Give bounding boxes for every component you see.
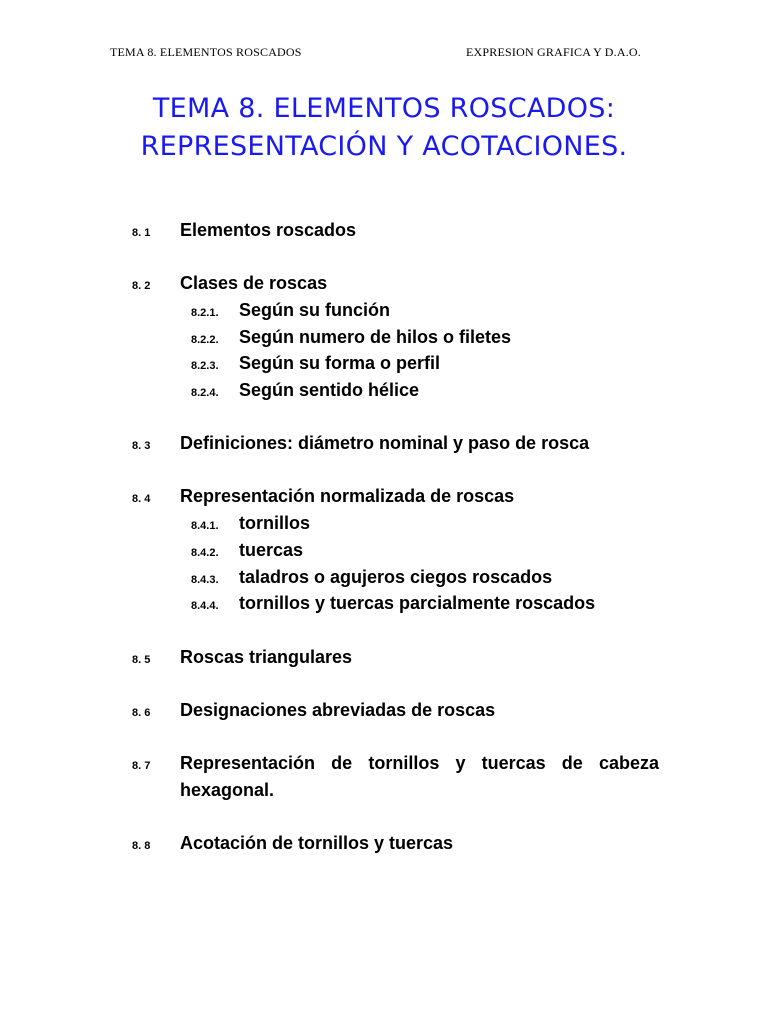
section-number: 8. 7	[132, 760, 151, 772]
subsection-label: taladros o agujeros ciegos roscados	[239, 567, 553, 587]
section-number: 8. 2	[132, 280, 151, 292]
section-number: 8. 6	[132, 707, 151, 719]
page-title	[0, 90, 768, 166]
subsection-number: 8.2.3.	[191, 360, 219, 372]
subsection-number: 8.2.4.	[191, 387, 219, 399]
section-label: Designaciones abreviadas de roscas	[180, 700, 496, 720]
title-line-2: REPRESENTACIÓN Y ACOTACIONES.	[140, 131, 628, 162]
subsection-number: 8.4.2.	[191, 547, 219, 559]
subsection-number: 8.4.4.	[191, 600, 219, 612]
subsection-number: 8.2.1.	[191, 307, 219, 319]
subsection-label: Según sentido hélice	[239, 380, 420, 400]
running-header-right: EXPRESION GRAFICA Y D.A.O.	[466, 45, 641, 59]
title-line-1: TEMA 8. ELEMENTOS ROSCADOS:	[152, 93, 616, 124]
section-label: Acotación de tornillos y tuercas	[180, 833, 454, 853]
section-label: Clases de roscas	[180, 273, 328, 293]
subsection-number: 8.4.3.	[191, 574, 219, 586]
section-number: 8. 1	[132, 227, 151, 239]
section-number: 8. 5	[132, 654, 151, 666]
subsection-label: tuercas	[239, 540, 304, 560]
section-label: Elementos roscados	[180, 220, 357, 240]
running-header-left: TEMA 8. ELEMENTOS ROSCADOS	[110, 45, 302, 59]
section-label: Roscas triangulares	[180, 647, 353, 667]
subsection-label: Según su forma o perfil	[239, 353, 441, 373]
section-label: Representación de tornillos y tuercas de cabeza	[180, 753, 659, 773]
subsection-label: tornillos y tuercas parcialmente roscados	[239, 593, 596, 613]
section-number: 8. 3	[132, 440, 151, 452]
section-number: 8. 4	[132, 493, 151, 505]
section-label: Definiciones: diámetro nominal y paso de rosca	[180, 433, 590, 453]
subsection-number: 8.4.1.	[191, 520, 219, 532]
section-label-continuation: hexagonal.	[180, 780, 275, 800]
section-number: 8. 8	[132, 840, 151, 852]
subsection-number: 8.2.2.	[191, 334, 219, 346]
subsection-label: tornillos	[239, 513, 310, 533]
subsection-label: Según numero de hilos o filetes	[239, 327, 512, 347]
subsection-label: Según su función	[239, 300, 390, 320]
section-label: Representación normalizada de roscas	[180, 486, 515, 506]
